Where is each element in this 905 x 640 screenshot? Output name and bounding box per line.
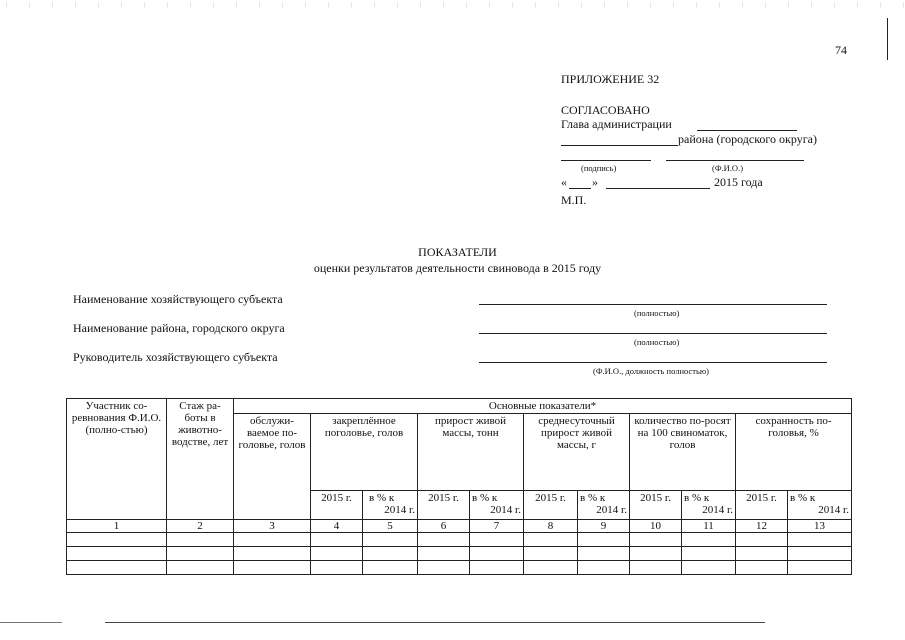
indicators-table xyxy=(66,398,852,575)
empty-cell[interactable] xyxy=(736,561,788,575)
column-number: 10 xyxy=(630,520,682,533)
empty-cell[interactable] xyxy=(167,561,234,575)
head-admin-underline xyxy=(697,130,797,131)
empty-cell[interactable] xyxy=(470,533,524,547)
subheader-percent xyxy=(470,491,524,520)
date-year-label: 2015 года xyxy=(714,175,763,189)
header-participant: Участник со-ревнования Ф.И.О. (полно-стью) xyxy=(67,399,167,520)
field-label-district: Наименование района, городского округа xyxy=(73,321,285,335)
field-line-district xyxy=(479,333,827,334)
header-served-herd: обслужи-ваемое по-головье, голов xyxy=(234,414,311,520)
empty-cell[interactable] xyxy=(363,561,418,575)
signature-caption: (подпись) xyxy=(581,163,617,173)
fio-underline xyxy=(666,160,804,161)
column-number: 2 xyxy=(167,520,234,533)
field-caption-enterprise: (полностью) xyxy=(634,308,680,318)
subheader-year: 2015 г. xyxy=(736,491,788,520)
column-number: 6 xyxy=(418,520,470,533)
table-row xyxy=(67,547,852,561)
empty-cell[interactable] xyxy=(470,561,524,575)
empty-cell[interactable] xyxy=(234,561,311,575)
table-row xyxy=(67,561,852,575)
empty-cell[interactable] xyxy=(630,547,682,561)
column-number: 3 xyxy=(234,520,311,533)
header-weight-gain: прирост живой массы, тонн xyxy=(418,414,524,491)
percent-bottom-text: 2014 г. xyxy=(490,504,521,516)
date-open-quote: « xyxy=(561,175,567,189)
scan-noise xyxy=(0,2,905,8)
empty-cell[interactable] xyxy=(524,561,578,575)
header-daily-gain: среднесуточный прирост живой массы, г xyxy=(524,414,630,491)
empty-cell[interactable] xyxy=(363,533,418,547)
empty-cell[interactable] xyxy=(682,533,736,547)
subheader-percent xyxy=(578,491,630,520)
column-number: 5 xyxy=(363,520,418,533)
table-row xyxy=(67,533,852,547)
empty-cell[interactable] xyxy=(736,547,788,561)
date-month-underline xyxy=(606,188,710,189)
empty-cell[interactable] xyxy=(630,533,682,547)
column-number: 4 xyxy=(311,520,363,533)
subheader-percent xyxy=(363,491,418,520)
empty-cell[interactable] xyxy=(630,561,682,575)
field-line-head xyxy=(479,362,827,363)
empty-cell[interactable] xyxy=(788,533,852,547)
empty-cell[interactable] xyxy=(363,547,418,561)
percent-top-text: в % к xyxy=(472,492,498,504)
percent-top-text: в % к xyxy=(580,492,606,504)
stamp-label: М.П. xyxy=(561,193,587,207)
scan-edge-mark xyxy=(887,18,888,60)
empty-cell[interactable] xyxy=(418,533,470,547)
empty-cell[interactable] xyxy=(311,533,363,547)
subheader-percent xyxy=(682,491,736,520)
empty-cell[interactable] xyxy=(682,561,736,575)
empty-cell[interactable] xyxy=(167,547,234,561)
signature-underline xyxy=(561,160,651,161)
column-number: 11 xyxy=(682,520,736,533)
district-label: района (городского округа) xyxy=(678,132,817,146)
field-caption-head: (Ф.И.О., должность полностью) xyxy=(593,366,710,376)
header-herd-survival: сохранность по-головья, % xyxy=(736,414,852,491)
percent-top-text: в % к xyxy=(684,492,710,504)
empty-cell[interactable] xyxy=(524,547,578,561)
percent-top-text: в % к xyxy=(790,492,816,504)
subheader-year: 2015 г. xyxy=(418,491,470,520)
header-main-indicators: Основные показатели* xyxy=(234,399,852,414)
document-title: ПОКАЗАТЕЛИ xyxy=(418,245,497,259)
empty-cell[interactable] xyxy=(67,533,167,547)
column-number: 7 xyxy=(470,520,524,533)
subheader-percent xyxy=(788,491,852,520)
subheader-year: 2015 г. xyxy=(524,491,578,520)
header-experience: Стаж ра-боты в животно-водстве, лет xyxy=(167,399,234,520)
appendix-label: ПРИЛОЖЕНИЕ 32 xyxy=(561,72,660,86)
agreed-label: СОГЛАСОВАНО xyxy=(561,103,650,117)
empty-cell[interactable] xyxy=(788,561,852,575)
empty-cell[interactable] xyxy=(234,533,311,547)
empty-cell[interactable] xyxy=(788,547,852,561)
field-label-enterprise: Наименование хозяйствующего субъекта xyxy=(73,292,283,306)
column-number: 13 xyxy=(788,520,852,533)
scan-bottom-line-left xyxy=(0,622,62,623)
document-subtitle: оценки результатов деятельности свиновода в 2015 году xyxy=(313,261,602,275)
empty-cell[interactable] xyxy=(167,533,234,547)
column-number: 1 xyxy=(67,520,167,533)
empty-cell[interactable] xyxy=(67,547,167,561)
empty-cell[interactable] xyxy=(470,547,524,561)
empty-cell[interactable] xyxy=(311,561,363,575)
percent-bottom-text: 2014 г. xyxy=(818,504,850,516)
head-admin-label: Глава администрации xyxy=(561,117,672,131)
column-number: 12 xyxy=(736,520,788,533)
empty-cell[interactable] xyxy=(578,547,630,561)
scan-bottom-line xyxy=(105,622,765,623)
field-caption-district: (полностью) xyxy=(634,337,680,347)
empty-cell[interactable] xyxy=(578,561,630,575)
empty-cell[interactable] xyxy=(234,547,311,561)
header-assigned-herd: закреплённое поголовье, голов xyxy=(311,414,418,491)
empty-cell[interactable] xyxy=(578,533,630,547)
column-number: 8 xyxy=(524,520,578,533)
field-line-enterprise xyxy=(479,304,827,305)
percent-bottom-text: 2014 г. xyxy=(596,504,627,516)
column-number: 9 xyxy=(578,520,630,533)
header-piglets-per-sow: количество по-росят на 100 свиноматок, голов xyxy=(630,414,736,491)
empty-cell[interactable] xyxy=(418,561,470,575)
subheader-year: 2015 г. xyxy=(311,491,363,520)
district-underline xyxy=(561,145,678,146)
percent-bottom-text: 2014 г. xyxy=(702,504,733,516)
field-label-head: Руководитель хозяйствующего субъекта xyxy=(73,350,278,364)
date-day-underline xyxy=(569,188,591,189)
empty-cell[interactable] xyxy=(311,547,363,561)
subheader-year: 2015 г. xyxy=(630,491,682,520)
date-close-quote: » xyxy=(592,175,598,189)
empty-cell[interactable] xyxy=(682,547,736,561)
empty-cell[interactable] xyxy=(736,533,788,547)
empty-cell[interactable] xyxy=(418,547,470,561)
percent-bottom-text: 2014 г. xyxy=(384,504,415,516)
percent-top-text: в % к xyxy=(369,492,395,504)
page-number: 74 xyxy=(835,43,847,57)
fio-caption: (Ф.И.О.) xyxy=(712,163,744,173)
empty-cell[interactable] xyxy=(67,561,167,575)
empty-cell[interactable] xyxy=(524,533,578,547)
